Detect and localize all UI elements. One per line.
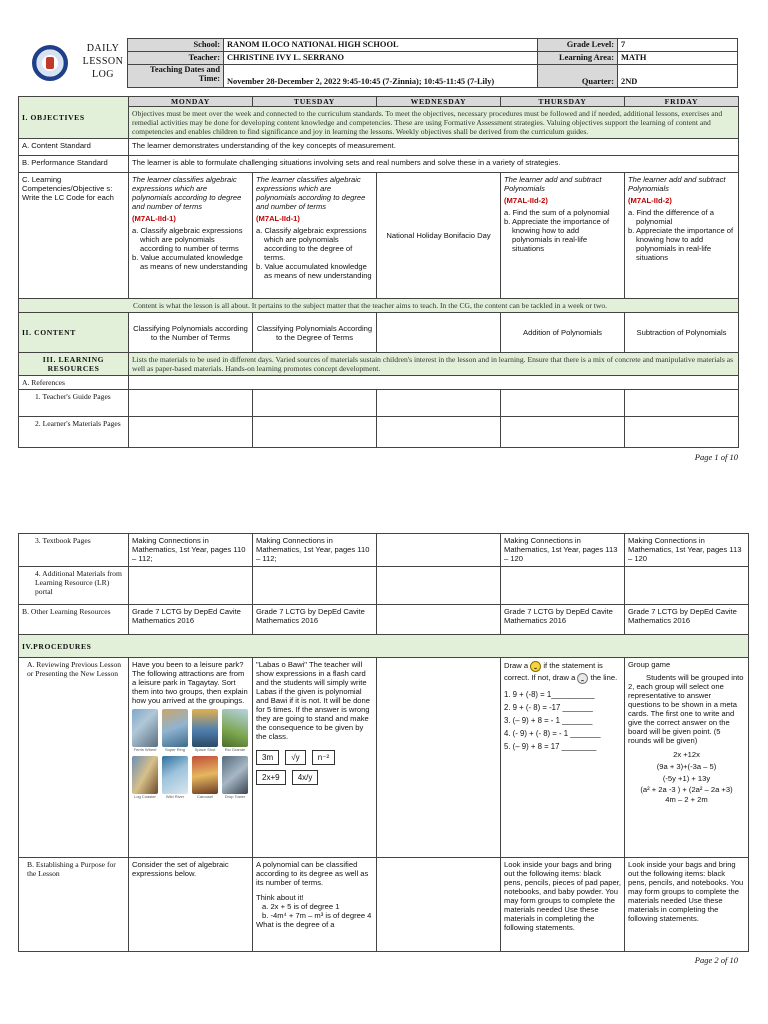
photo-caption: Super Ring — [164, 747, 185, 752]
attraction-photo — [132, 709, 158, 747]
area-label: Learning Area: — [538, 52, 618, 65]
dates-label-line: Time: — [198, 74, 220, 84]
other-tuesday: Grade 7 LCTG by DepEd Cavite Mathematics 2016 — [253, 605, 377, 635]
review-tuesday-text: "Labas o Bawi" The teacher will show expressions in a flash card and the students will simply write Labas if the given is polynomial and Bawi if it is not. It will be done for 5 times. If the answer is wrong they are going to stand and make the consequence to be given by the class. — [256, 660, 370, 741]
review-thursday-instruction — [504, 660, 621, 684]
day-wednesday: WEDNESDAY — [377, 97, 501, 107]
lr-tuesday — [253, 567, 377, 605]
degree-question: What is the degree of a — [256, 920, 335, 929]
equation-item: 2. 9 + (- 8) = -17 _______ — [504, 703, 593, 712]
review-tuesday — [253, 658, 377, 858]
objective-item: b. Appreciate the importance of knowing how to add polynomials in real-life situations — [504, 217, 610, 253]
equation-item: 4. (- 9) + (- 8) = - 1 _______ — [504, 729, 601, 738]
dll-title-line: LOG — [91, 69, 115, 80]
flash-card: 3m — [256, 750, 279, 765]
dll-title-line: LESSON — [82, 56, 124, 67]
photo-caption: Drop Tower — [224, 794, 246, 799]
area-value: MATH — [618, 52, 738, 65]
review-friday — [625, 658, 749, 858]
other-thursday: Grade 7 LCTG by DepEd Cavite Mathematics 2016 — [501, 605, 625, 635]
flash-card: √y — [285, 750, 305, 765]
flash-card: n⁻² — [312, 750, 335, 765]
other-monday: Grade 7 LCTG by DepEd Cavite Mathematics 2016 — [129, 605, 253, 635]
dll-title-line: DAILY — [86, 43, 120, 54]
tg-thursday — [501, 390, 625, 417]
lr-wednesday — [377, 567, 501, 605]
objectives-title: I. OBJECTIVES — [19, 97, 129, 139]
tg-friday — [625, 390, 739, 417]
deped-seal-icon — [32, 45, 68, 81]
objective-item: b. Value accumulated knowledge as means of new understanding — [256, 262, 372, 280]
group-game-text: Students will be grouped into 2, each group will select one representative to answer questions to be shown in a meta cards. The first one to write and give the correct answer on the board will be given point. (5 rounds will be given) — [628, 673, 744, 745]
textbook-monday: Making Connections in Mathematics, 1st Year, pages 110 – 112; — [129, 534, 253, 567]
textbook-friday: Making Connections in Mathematics, 1st Year, pages 113 – 120 — [625, 534, 749, 567]
objective-lead: The learner classifies algebraic expressions which are polynomials according to degree and number of terms — [132, 175, 242, 211]
objective-item: a. Find the sum of a polynomial — [504, 208, 610, 217]
dll-header — [18, 38, 738, 88]
objective-item: b. Appreciate the importance of knowing how to add polynomials in real-life situations — [628, 226, 734, 262]
lc-code: (M7AL-IId-1) — [256, 214, 300, 223]
review-wednesday — [377, 658, 501, 858]
purpose-thursday: Look inside your bags and bring out the following items: black pens, pencils, pieces of pad paper, notebooks, and baby powder. You may form groups to complete the materials needed Use these materials in completing the following statements. — [501, 858, 625, 952]
flash-card: 2x+9 — [256, 770, 286, 785]
attraction-photos — [132, 709, 249, 799]
objectives-tuesday — [253, 173, 377, 299]
content-standard-label: A. Content Standard — [19, 139, 129, 156]
objectives-thursday — [501, 173, 625, 299]
page-2 — [18, 533, 748, 952]
tg-wednesday — [377, 390, 501, 417]
attraction-photo — [192, 756, 218, 794]
attraction-photo — [222, 709, 248, 747]
lc-code: (M7AL-IId-1) — [132, 214, 176, 223]
flash-card: 4x/y — [292, 770, 319, 785]
group-game-title: Group game — [628, 660, 671, 669]
performance-standard-label: B. Performance Standard — [19, 156, 129, 173]
day-thursday: THURSDAY — [501, 97, 625, 107]
expression-item: (a² + 2a -3 ) + (2a² – 2a +3) — [640, 785, 733, 794]
purpose-tuesday-text: A polynomial can be classified according to its degree as well as its number of terms. — [256, 860, 369, 887]
instruction-text: if the statement is correct. If not, draw a — [504, 661, 603, 682]
lc-code: (M7AL-IId-2) — [504, 196, 548, 205]
day-monday: MONDAY — [129, 97, 253, 107]
content-standard-text: The learner demonstrates understanding of the key concepts of measurement. — [129, 139, 739, 156]
content-thursday: Addition of Polynomials — [501, 313, 625, 353]
review-monday — [129, 658, 253, 858]
page-2-footer: Page 2 of 10 — [694, 955, 738, 965]
photo-caption: Wild River — [165, 794, 185, 799]
attraction-photo — [162, 709, 188, 747]
dates-value: November 28-December 2, 2022 9:45-10:45 (7-Zinnia); 10:45-11:45 (7-Lily) — [224, 65, 538, 88]
friday-expressions — [628, 749, 745, 805]
expression-item: 4m – 2 + 2m — [665, 795, 708, 804]
review-label: A. Reviewing Previous Lesson or Presenting the New Lesson — [19, 658, 129, 858]
attraction-photo — [222, 756, 248, 794]
attraction-photo — [192, 709, 218, 747]
degree-item: b. -4m⁴ + 7m – m³ is of degree 4 — [262, 911, 372, 920]
lm-label: 2. Learner's Materials Pages — [19, 417, 129, 448]
purpose-label: B. Establishing a Purpose for the Lesson — [19, 858, 129, 952]
review-monday-text: Have you been to a leisure park? The following attractions are from a leisure park in Tagaytay. Sort them into two groups, then explain how you arrived at the groupings. — [132, 660, 248, 705]
objective-lead: The learner add and subtract Polynomials — [504, 175, 602, 193]
content-title: II. CONTENT — [19, 313, 129, 353]
think-about-it: Think about it! — [256, 893, 304, 902]
resources-note: Lists the materials to be used in different days. Varied sources of materials sustain children's interest in the lesson and in learning. Ensure that there is a mix of concrete and manipulative materials as well as paper-based materials. Hands-on learning promotes concept development. — [129, 353, 739, 376]
dates-label-line: Teaching Dates and — [150, 65, 220, 75]
lm-friday — [625, 417, 739, 448]
photo-caption: Rio Grande — [224, 747, 246, 752]
other-resources-label: B. Other Learning Resources — [19, 605, 129, 635]
resources-title: III. LEARNING RESOURCES — [19, 353, 129, 376]
lr-thursday — [501, 567, 625, 605]
grade-label: Grade Level: — [538, 39, 618, 52]
purpose-friday: Look inside your bags and bring out the following items: black pens, pencils, and notebooks. You may form groups to complete the materials needed Use these materials in completing the following statements. — [625, 858, 749, 952]
grade-value: 7 — [618, 39, 738, 52]
performance-standard-text: The learner is able to formulate challenging situations involving sets and real numbers and solve these in a variety of strategies. — [129, 156, 739, 173]
flash-cards — [256, 747, 373, 787]
lr-monday — [129, 567, 253, 605]
lr-friday — [625, 567, 749, 605]
dll-main-table — [18, 96, 739, 448]
instruction-text: the line. — [590, 673, 618, 682]
teacher-label: Teacher: — [128, 52, 224, 65]
review-thursday — [501, 658, 625, 858]
other-wednesday — [377, 605, 501, 635]
instruction-text: Draw a — [504, 661, 529, 670]
school-label: School: — [128, 39, 224, 52]
quarter-label: Quarter: — [538, 65, 618, 88]
objective-item: b. Value accumulated knowledge as means of new understanding — [132, 253, 248, 271]
lm-wednesday — [377, 417, 501, 448]
attraction-photo — [162, 756, 188, 794]
objectives-wednesday: National Holiday Bonifacio Day — [377, 173, 501, 299]
tg-label: 1. Teacher's Guide Pages — [19, 390, 129, 417]
references-label: A. References — [19, 376, 129, 390]
day-tuesday: TUESDAY — [253, 97, 377, 107]
dll-continued-table — [18, 533, 749, 952]
page-1 — [18, 38, 738, 448]
objective-item: a. Find the difference of a polynomial — [628, 208, 714, 226]
objectives-monday — [129, 173, 253, 299]
objectives-friday — [625, 173, 739, 299]
procedures-title: IV.PROCEDURES — [19, 635, 749, 658]
content-note: Content is what the lesson is all about. It pertains to the subject matter that the teacher aims to teach. In the CG, the content can be tackled in a week or two. — [19, 299, 739, 313]
objective-item: a. Classify algebraic expressions which are polynomials according to number of terms — [132, 226, 243, 253]
lm-tuesday — [253, 417, 377, 448]
equation-item: 1. 9 + (-8) = 1__________ — [504, 690, 595, 699]
equation-item: 5. (– 9) + 8 = 17 ________ — [504, 742, 597, 751]
dates-label — [128, 65, 224, 88]
page-1-footer: Page 1 of 10 — [694, 452, 738, 462]
dll-title — [78, 42, 128, 81]
tg-tuesday — [253, 390, 377, 417]
photo-caption: Carousel — [196, 794, 213, 799]
smiley-face-icon — [530, 661, 541, 672]
lr-portal-label: 4. Additional Materials from Learning Resource (LR) portal — [19, 567, 129, 605]
sad-face-icon — [577, 673, 588, 684]
expression-item: (-5y +1) + 13y — [662, 774, 711, 783]
references-empty — [129, 376, 739, 390]
deped-seal-area — [18, 38, 127, 88]
lc-code: (M7AL-IId-2) — [628, 196, 672, 205]
purpose-wednesday — [377, 858, 501, 952]
teacher-value: CHRISTINE IVY L. SERRANO — [224, 52, 538, 65]
objective-lead: The learner classifies algebraic expressions which are polynomials according to degree and number of terms — [256, 175, 366, 211]
school-value: RANOM ILOCO NATIONAL HIGH SCHOOL — [224, 39, 538, 52]
objective-lead: The learner add and subtract Polynomials — [628, 175, 726, 193]
competencies-label — [19, 173, 129, 299]
expression-item: (9a + 3)+(-3a – 5) — [656, 762, 717, 771]
content-wednesday — [377, 313, 501, 353]
photo-caption: Ferris Wheel — [133, 747, 157, 752]
quarter-value: 2ND — [618, 65, 738, 88]
purpose-tuesday — [253, 858, 377, 952]
purpose-monday: Consider the set of algebraic expressions below. — [129, 858, 253, 952]
expression-item: 2x +12x — [673, 750, 700, 759]
objectives-note: Objectives must be meet over the week and connected to the curriculum standards. To meet the objectives, necessary procedures must be followed and if needed, additional lessons, exercises and remedial activities may be done for developing content knowledge and competencies. These are using Formative Assessment strategies. Valuing objectives support the learning of content and competencies and enables children to find significance and joy in learning the lessons. Weekly objectives shall be derived from the curriculum guides. — [129, 107, 739, 139]
content-tuesday: Classifying Polynomials According to the Degree of Terms — [253, 313, 377, 353]
tg-monday — [129, 390, 253, 417]
photo-caption: Space Shot — [194, 747, 216, 752]
textbook-wednesday — [377, 534, 501, 567]
competencies-label-line: Write the LC Code for each — [22, 193, 114, 202]
textbook-tuesday: Making Connections in Mathematics, 1st Year, pages 110 – 112; — [253, 534, 377, 567]
attraction-photo — [132, 756, 158, 794]
competencies-label-line: C. Learning Competencies/Objective s: — [22, 175, 113, 193]
textbook-thursday: Making Connections in Mathematics, 1st Year, pages 113 – 120 — [501, 534, 625, 567]
content-monday: Classifying Polynomials according to the Number of Terms — [129, 313, 253, 353]
degree-item: a. 2x + 5 is of degree 1 — [262, 902, 340, 911]
other-friday: Grade 7 LCTG by DepEd Cavite Mathematics 2016 — [625, 605, 749, 635]
objective-item: a. Classify algebraic expressions which are polynomials according to the degree of terms. — [256, 226, 367, 262]
textbook-label: 3. Textbook Pages — [19, 534, 129, 567]
content-friday: Subtraction of Polynomials — [625, 313, 739, 353]
lm-monday — [129, 417, 253, 448]
thursday-items — [504, 688, 621, 753]
header-table — [127, 38, 738, 88]
lm-thursday — [501, 417, 625, 448]
photo-caption: Log Coaster — [134, 794, 156, 799]
day-friday: FRIDAY — [625, 97, 739, 107]
equation-item: 3. (– 9) + 8 = - 1 _______ — [504, 716, 593, 725]
